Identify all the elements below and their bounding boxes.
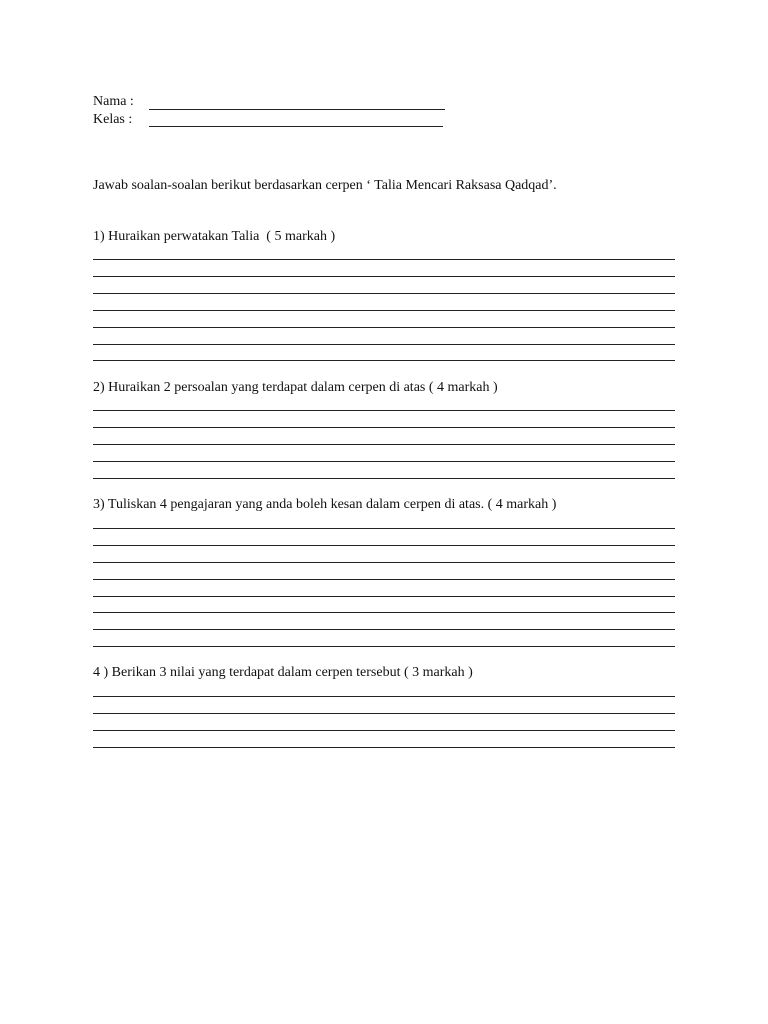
answer-line[interactable]	[93, 713, 675, 714]
answer-line[interactable]	[93, 478, 675, 479]
name-label: Nama :	[93, 94, 134, 109]
answer-line[interactable]	[93, 259, 675, 260]
answer-line[interactable]	[93, 528, 675, 529]
answer-line[interactable]	[93, 327, 675, 328]
answer-line[interactable]	[93, 444, 675, 445]
answer-line[interactable]	[93, 629, 675, 630]
question-2: 2) Huraikan 2 persoalan yang terdapat dalam cerpen di atas ( 4 markah )	[93, 380, 498, 395]
class-label: Kelas :	[93, 112, 133, 127]
answer-line[interactable]	[93, 360, 675, 361]
answer-line[interactable]	[93, 545, 675, 546]
answer-line[interactable]	[93, 276, 675, 277]
question-1: 1) Huraikan perwatakan Talia ( 5 markah )	[93, 229, 336, 244]
answer-line[interactable]	[93, 427, 675, 428]
answer-line[interactable]	[93, 293, 675, 294]
question-4: 4 ) Berikan 3 nilai yang terdapat dalam cerpen tersebut ( 3 markah )	[93, 665, 473, 680]
answer-line[interactable]	[93, 646, 675, 647]
answer-line[interactable]	[93, 344, 675, 345]
answer-line[interactable]	[93, 579, 675, 580]
answer-line[interactable]	[93, 562, 675, 563]
question-3: 3) Tuliskan 4 pengajaran yang anda boleh kesan dalam cerpen di atas. ( 4 markah )	[93, 497, 557, 512]
answer-line[interactable]	[93, 730, 675, 731]
answer-line[interactable]	[93, 696, 675, 697]
class-field[interactable]	[149, 126, 443, 127]
instruction-text: Jawab soalan-soalan berikut berdasarkan cerpen ‘ Talia Mencari Raksasa Qadqad’.	[93, 178, 557, 193]
name-field[interactable]	[149, 109, 445, 110]
answer-line[interactable]	[93, 747, 675, 748]
answer-line[interactable]	[93, 461, 675, 462]
answer-line[interactable]	[93, 612, 675, 613]
answer-line[interactable]	[93, 410, 675, 411]
answer-line[interactable]	[93, 596, 675, 597]
answer-line[interactable]	[93, 310, 675, 311]
